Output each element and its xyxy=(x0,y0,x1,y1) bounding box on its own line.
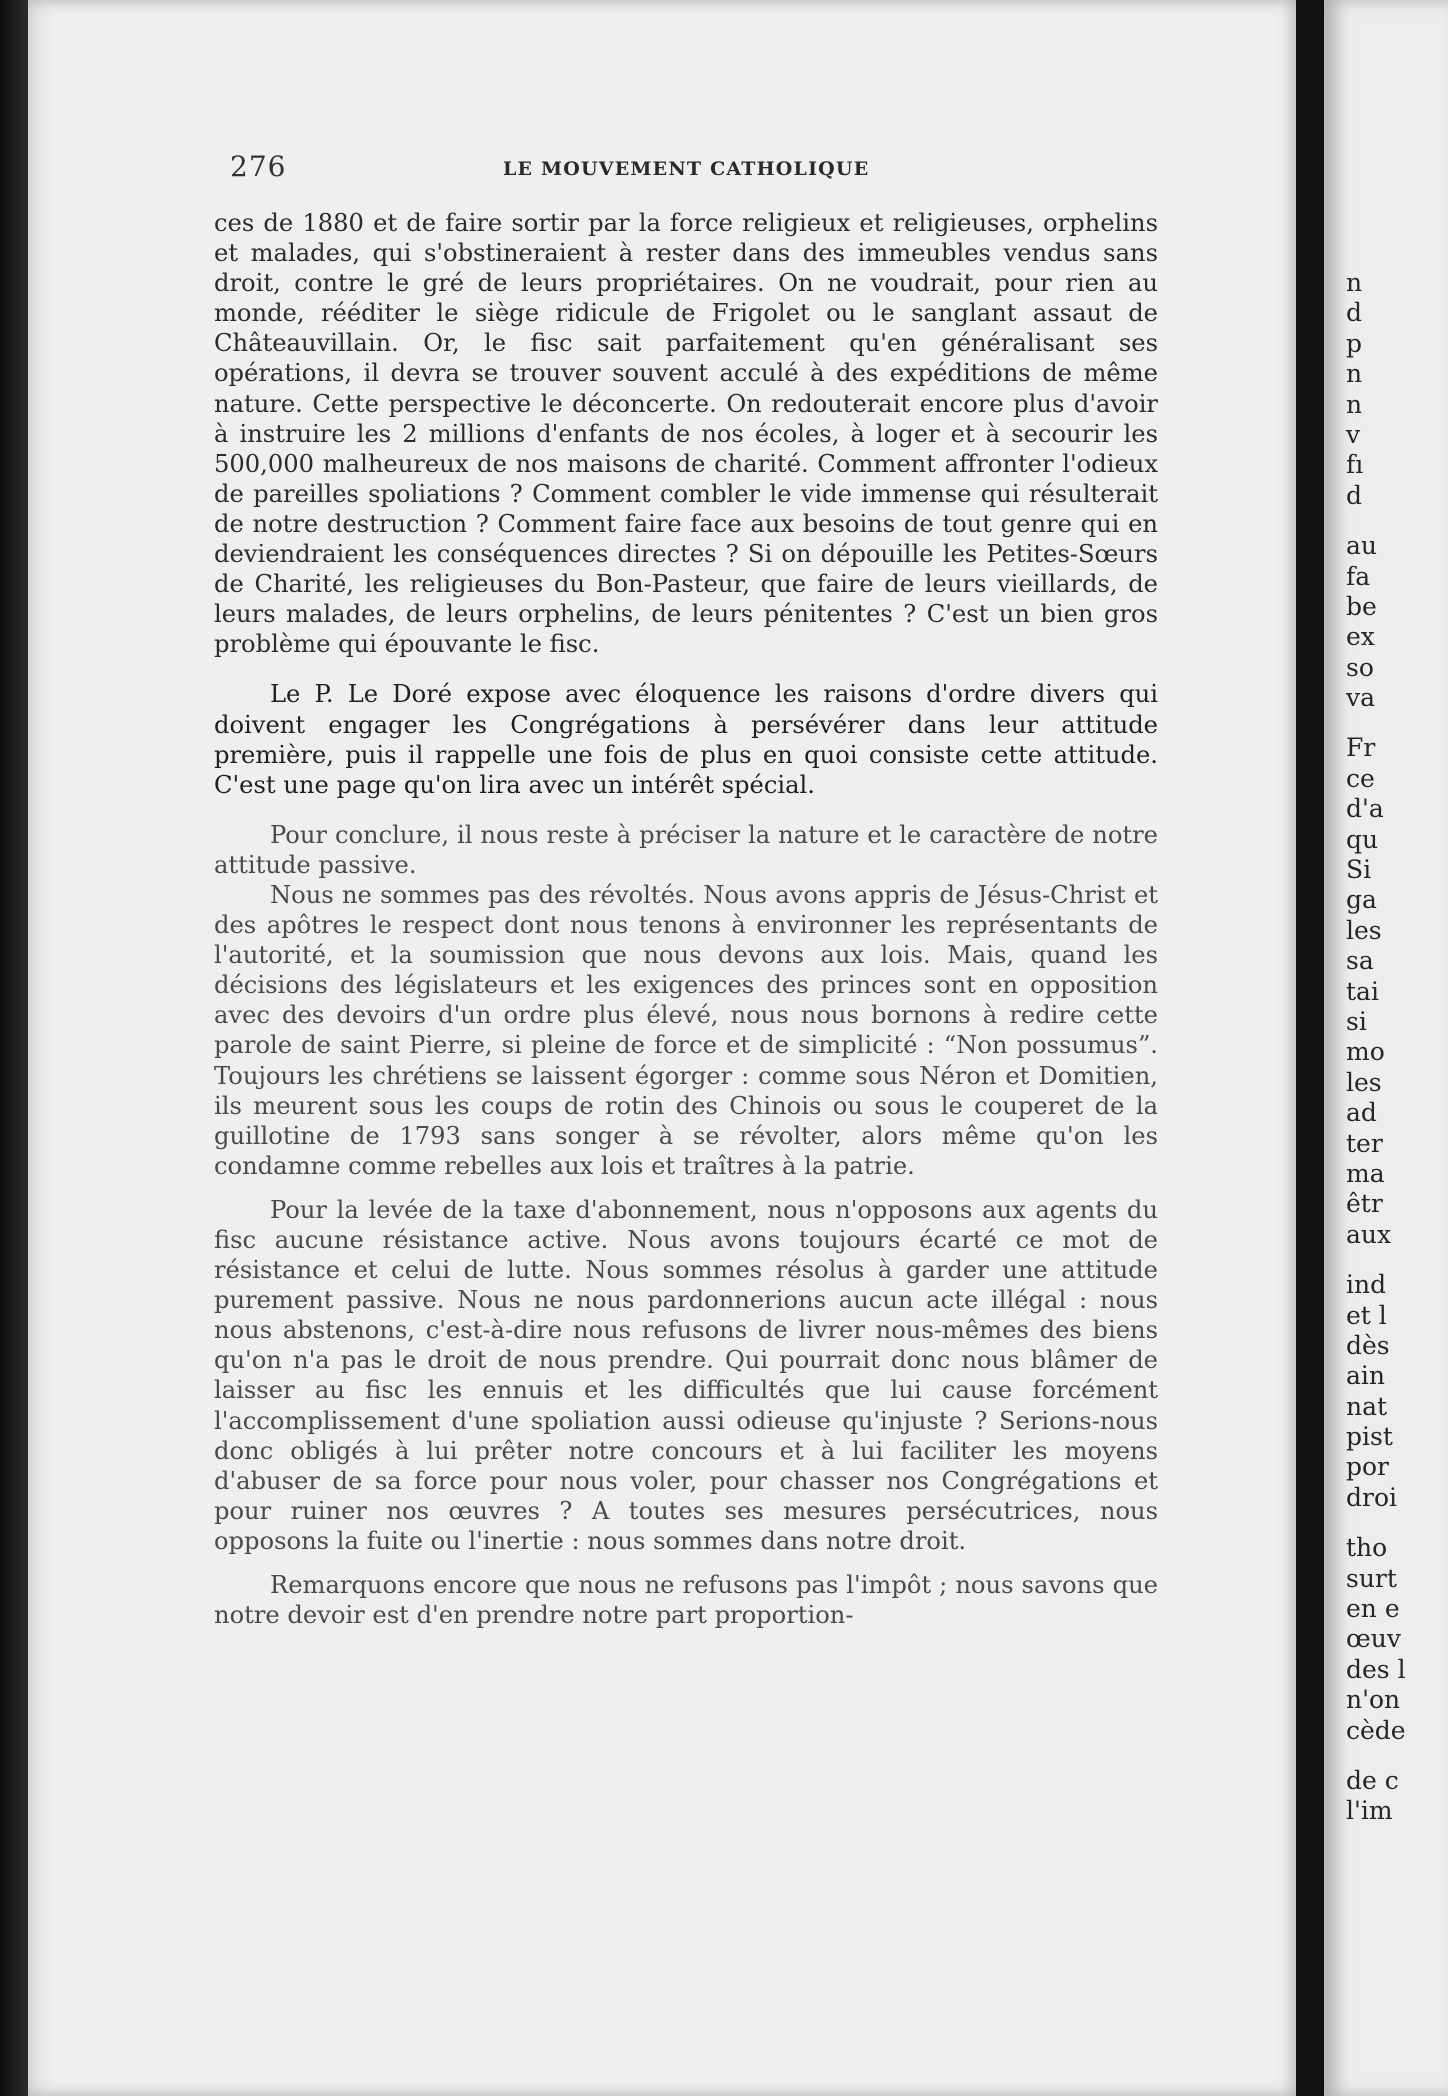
page-number: 276 xyxy=(230,150,287,183)
facing-page-fragment: si xyxy=(1346,1006,1367,1036)
facing-page-fragment: ce xyxy=(1346,763,1375,793)
facing-page-spacer xyxy=(1324,713,1448,733)
facing-page-fragment: ex xyxy=(1346,622,1375,652)
paragraph-not-rebels: Nous ne sommes pas des révoltés. Nous avons appris de Jésus-Christ et des apôtres le respect dont nous tenons à environner les représentants de l'autorité, et la soumission que nous devons aux lois. Mais, quand les décisions des législateurs et les exigences des princes sont en opposition avec des devoirs d'un ordre plus élevé, nous nous bornons à redire cette parole de saint Pierre, si pleine de force et de simplicité : “Non possumus”. Toujours les chrétiens se laissent égorger : comme sous Néron et Domitien, ils meurent sous les coups de rotin des Chinois ou sous le couperet de la guillotine de 1793 sans songer à se révolter, alors même qu'on les condamne comme rebelles aux lois et traîtres à la patrie. xyxy=(214,880,1158,1180)
facing-page-fragment: fı xyxy=(1346,450,1364,480)
paragraph-conclusion-intro: Pour conclure, il nous reste à préciser la nature et le caractère de notre attitude passive. xyxy=(214,820,1158,879)
scan-left-edge xyxy=(0,0,28,2096)
facing-page-fragment: l'im xyxy=(1346,1796,1393,1826)
facing-page-fragment: les xyxy=(1346,915,1382,945)
body-text xyxy=(214,208,1158,1630)
facing-page xyxy=(1324,0,1448,2096)
facing-page-fragment: n xyxy=(1346,268,1363,297)
page-header xyxy=(230,150,1160,190)
facing-page-fragment: les xyxy=(1346,1067,1382,1097)
facing-page-fragment: mo xyxy=(1346,1037,1385,1067)
facing-page-fragment: so xyxy=(1346,652,1374,682)
facing-page-fragment: tai xyxy=(1346,976,1379,1006)
paragraph-continuation: ces de 1880 et de faire sortir par la force religieux et religieuses, orphelins et malades, qui s'obstineraient à rester dans des immeubles vendus sans droit, contre le gré de leurs propriétaires. On ne voudrait, pour rien au monde, rééditer le siège ridicule de Frigolet ou le sanglant assaut de Châteauvillain. Or, le fisc sait parfaitement qu'en généralisant ses opérations, il devra se trouver souvent acculé à des expéditions de même nature. Cette perspective le déconcerte. On redouterait encore plus d'avoir à instruire les 2 millions d'enfants de nos écoles, à loger et à secourir les 500,000 malheureux de nos maisons de charité. Comment affronter l'odieux de pareilles spoliations ? Comment combler le vide immense qui résulterait de notre destruction ? Comment faire face aux besoins de tout genre qui en deviendraient les conséquences directes ? Si on dépouille les Petites-Sœurs de Charité, les religieuses du Bon-Pasteur, que faire de leurs vieillards, de leurs malades, de leurs orphelins, de leurs pénitentes ? C'est un bien gros problème qui épouvante le fisc. xyxy=(214,209,1158,659)
facing-page-fragment: be xyxy=(1346,591,1377,621)
book-gutter xyxy=(1296,0,1324,2096)
facing-page-fragment: aux xyxy=(1346,1219,1392,1249)
paragraph-passive-attitude: Pour la levée de la taxe d'abonnement, nous n'opposons aux agents du fisc aucune résistance active. Nous avons toujours écarté ce mot de résistance et celui de lutte. Nous sommes résolus à garder une attitude purement passive. Nous ne nous pardonnerions aucun acte illégal : nous nous abstenons, c'est-à-dire nous refusons de livrer nous-mêmes des biens qu'on n'a pas le droit de nous prendre. Qui pourrait donc nous blâmer de laisser au fisc les ennuis et les difficultés que lui cause forcément l'accomplissement d'une spoliation aussi odieuse qu'injuste ? Serions-nous donc obligés à lui prêter notre concours et à lui faciliter les moyens d'abuser de sa force pour nous voler, pour chasser nos Congrégations et pour ruiner nos œuvres ? A toutes ses mesures persécutrices, nous opposons la fuite ou l'inertie : nous sommes dans notre droit. xyxy=(214,1195,1158,1555)
facing-page-fragment: et l xyxy=(1346,1300,1387,1330)
facing-page-fragment: dès xyxy=(1346,1330,1390,1360)
facing-page-fragment: ain xyxy=(1346,1361,1386,1391)
facing-page-fragment: n'on xyxy=(1346,1685,1401,1715)
facing-page-spacer xyxy=(1324,511,1448,531)
facing-page-fragment: surt xyxy=(1346,1563,1397,1593)
facing-page-fragment: en e xyxy=(1346,1594,1400,1624)
facing-page-fragment: des l xyxy=(1346,1654,1406,1684)
facing-page-fragment: droi xyxy=(1346,1482,1398,1512)
facing-page-fragment: p xyxy=(1346,328,1363,358)
facing-page-fragment: sa xyxy=(1346,946,1374,976)
facing-page-fragment: fa xyxy=(1346,561,1371,591)
facing-page-fragment: œuv xyxy=(1346,1624,1401,1654)
facing-page-fragment: pist xyxy=(1346,1422,1393,1452)
facing-page-fragment: ter xyxy=(1346,1128,1383,1158)
facing-page-fragment: n xyxy=(1346,389,1363,419)
facing-page-fragment: nat xyxy=(1346,1391,1388,1421)
paragraph-editorial-note: Le P. Le Doré expose avec éloquence les raisons d'ordre divers qui doivent engager les Congrégations à persévérer dans leur attitude première, puis il rappelle une fois de plus en quoi consiste cette attitude. C'est une page qu'on lira avec un intérêt spécial. xyxy=(214,680,1158,799)
facing-page-fragment: d xyxy=(1346,298,1363,328)
facing-page-fragment: tho xyxy=(1346,1533,1388,1563)
facing-page-fragment: qu xyxy=(1346,824,1379,854)
facing-page-text xyxy=(1324,268,1448,1827)
facing-page-fragment: ad xyxy=(1346,1098,1377,1128)
facing-page-fragment: êtr xyxy=(1346,1189,1383,1219)
facing-page-fragment: Si xyxy=(1346,855,1372,885)
facing-page-fragment: de c xyxy=(1346,1765,1399,1795)
facing-page-fragment: por xyxy=(1346,1452,1390,1482)
facing-page-fragment: va xyxy=(1346,683,1376,713)
paragraph-tax-remark: Remarquons encore que nous ne refusons pas l'impôt ; nous savons que notre devoir est d'en prendre notre part proportion- xyxy=(214,1571,1158,1630)
facing-page-fragment: cède xyxy=(1346,1715,1406,1745)
running-title: LE MOUVEMENT CATHOLIQUE xyxy=(503,158,870,180)
facing-page-fragment: Fr xyxy=(1346,733,1376,763)
facing-page-fragment: ga xyxy=(1346,885,1377,915)
facing-page-fragment: v xyxy=(1346,419,1361,449)
facing-page-fragment: au xyxy=(1346,531,1378,561)
facing-page-spacer xyxy=(1324,1250,1448,1270)
facing-page-fragment: d'a xyxy=(1346,794,1384,824)
facing-page-fragment: d xyxy=(1346,480,1363,510)
facing-page-spacer xyxy=(1324,1746,1448,1766)
facing-page-fragment: ind xyxy=(1346,1270,1387,1300)
facing-page-fragment: n xyxy=(1346,359,1363,389)
facing-page-fragment: ma xyxy=(1346,1158,1385,1188)
facing-page-spacer xyxy=(1324,1513,1448,1533)
